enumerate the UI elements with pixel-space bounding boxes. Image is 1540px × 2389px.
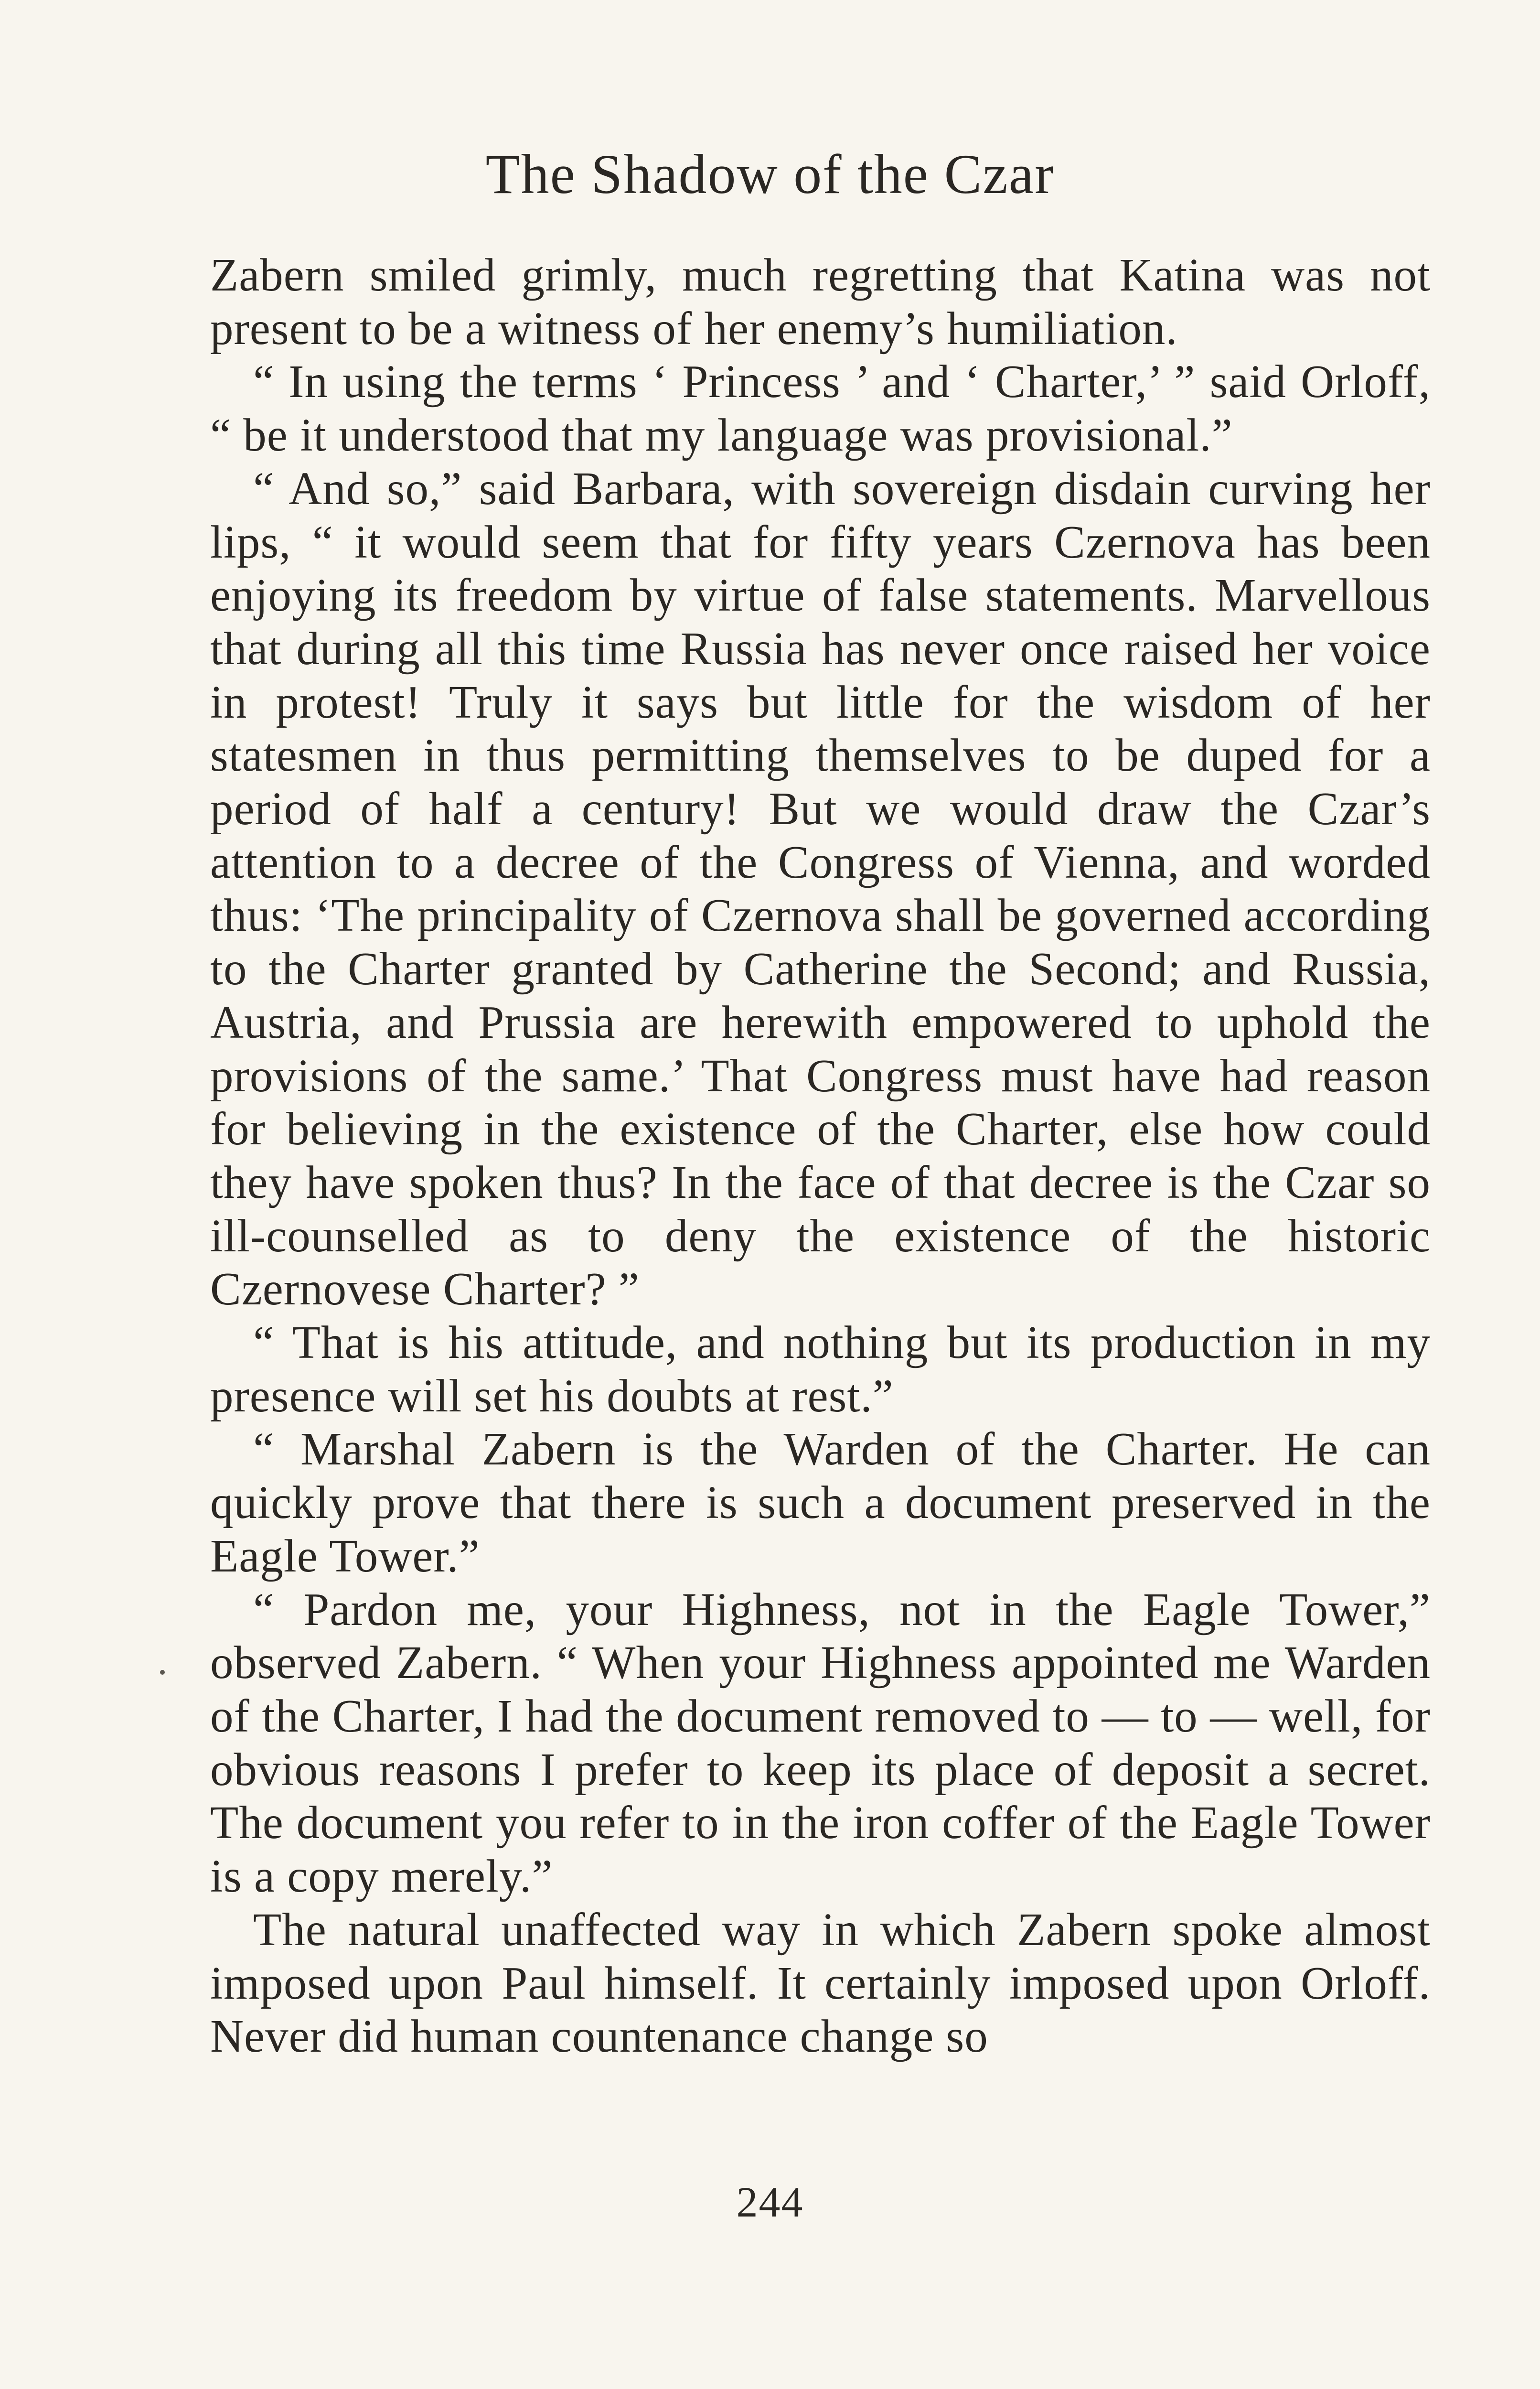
page-number: 244 (736, 2179, 804, 2226)
body-text (210, 248, 1431, 2063)
paragraph: The natural unaffected way in which Zabern spoke almost imposed upon Paul himself. It certainly imposed upon Orloff. Never did human countenance change so (210, 1904, 1431, 2062)
paragraph: Zabern smiled grimly, much regretting that Katina was not present to be a witness of her enemy’s humiliation. (210, 249, 1431, 354)
margin-speck (160, 1670, 165, 1675)
paragraph: “ In using the terms ‘ Princess ’ and ‘ Charter,’ ” said Orloff, “ be it understood that my language was provisional.” (210, 356, 1431, 461)
paragraph: “ And so,” said Barbara, with sovereign disdain curving her lips, “ it would seem that for fifty years Czernova has been enjoying its freedom by virtue of false statements. Marvellous that during all this time Russia has never once raised her voice in protest! Truly it says but little for the wisdom of her statesmen in thus permitting themselves to be duped for a period of half a century! But we would draw the Czar’s attention to a decree of the Congress of Vienna, and worded thus: ‘The principality of Czernova shall be governed according to the Charter granted by Catherine the Second; and Russia, Austria, and Prussia are herewith empowered to uphold the provisions of the same.’ That Congress must have had reason for believing in the existence of the Charter, else how could they have spoken thus? In the face of that decree is the Czar so ill-counselled as to deny the existence of the historic Czernovese Charter? ” (210, 463, 1431, 1315)
paragraph: “ That is his attitude, and nothing but its production in my presence will set his doubts at rest.” (210, 1317, 1431, 1421)
running-title: The Shadow of the Czar (485, 143, 1055, 205)
paragraph: “ Marshal Zabern is the Warden of the Charter. He can quickly prove that there is such a document preserved in the Eagle Tower.” (210, 1423, 1431, 1582)
paragraph: “ Pardon me, your Highness, not in the Eagle Tower,” observed Zabern. “ When your Highness appointed me Warden of the Charter, I had the document removed to — to — well, for obvious reasons I prefer to keep its place of deposit a secret. The document you refer to in the iron coffer of the Eagle Tower is a copy merely.” (210, 1583, 1431, 1902)
